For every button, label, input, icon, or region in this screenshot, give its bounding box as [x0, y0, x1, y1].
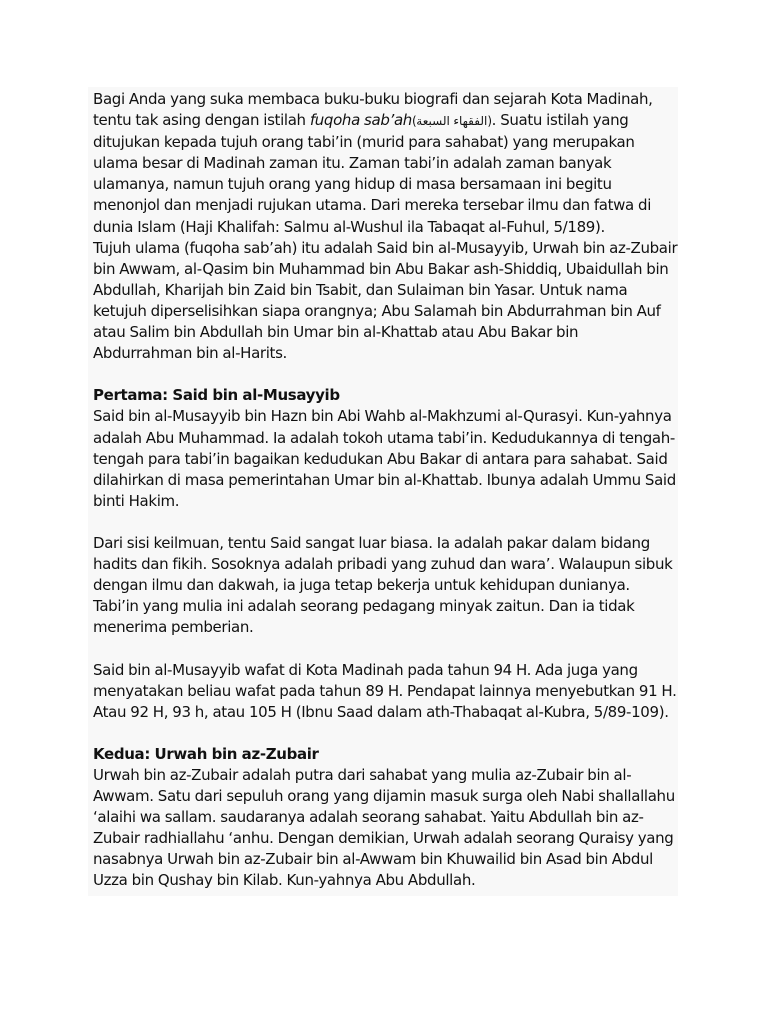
paragraph-spacer — [93, 364, 678, 385]
intro-text-after-term: . Suatu istilah yang ditujukan kepada tujuh orang tabi’in (murid para sahabat) yang merupakan ulama besar di Madinah zaman itu. Zaman tabi’in adalah zaman banyak ulamanya, namun tujuh orang yang hidup di masa bersamaan ini begitu menonjol dan menjadi rujukan utama. Dari mereka tersebar ilmu dan fatwa di dunia Islam (Haji Khalifah: Salmu al-Wushul ila Tabaqat al-Fuhul, 5/189). — [93, 111, 652, 236]
section-1-paragraph-2: Dari sisi keilmuan, tentu Said sangat luar biasa. Ia adalah pakar dalam bidang hadits dan fikih. Sosoknya adalah pribadi yang zuhud dan wara’. Walaupun sibuk dengan ilmu dan dakwah, ia juga tetap bekerja untuk kehidupan dunianya. Tabi’in yang mulia ini adalah seorang pedagang minyak zaitun. Dan ia tidak menerima pemberian. — [93, 533, 673, 637]
section-1-heading: Pertama: Said bin al-Musayyib — [93, 386, 340, 405]
term-italic: fuqoha sab’ah — [309, 111, 412, 130]
section-1-paragraph-3: Said bin al-Musayyib wafat di Kota Madinah pada tahun 94 H. Ada juga yang menyatakan beliau wafat pada tahun 89 H. Pendapat lainnya menyebutkan 91 H. Atau 92 H, 93 h, atau 105 H (Ibnu Saad dalam ath-Thabaqat al-Kubra, 5/89-109). — [93, 660, 677, 721]
article-body — [88, 87, 678, 896]
intro-paragraph-2: Tujuh ulama (fuqoha sab’ah) itu adalah Said bin al-Musayyib, Urwah bin az-Zubair bin Awwam, al-Qasim bin Muhammad bin Abu Bakar ash-Shiddiq, Ubaidullah bin Abdullah, Kharijah bin Zaid bin Tsabit, dan Sulaiman bin Yasar. Untuk nama ketujuh diperselisihkan siapa orangnya; Abu Salamah bin Abdurrahman bin Auf atau Salim bin Abdullah bin Umar bin al-Khattab atau Abu Bakar bin Abdurrahman bin al-Harits. — [93, 238, 678, 363]
paragraph-spacer — [93, 512, 678, 533]
intro-paragraph — [93, 89, 678, 238]
section-2-heading: Kedua: Urwah bin az-Zubair — [93, 744, 319, 763]
intro-text-before-term: Bagi Anda yang suka membaca buku-buku biografi dan sejarah Kota Madinah, tentu tak asing dengan istilah — [93, 90, 653, 130]
paragraph-spacer — [93, 638, 678, 659]
term-arabic: (الفقهاء السبعة) — [411, 114, 492, 129]
section-2-paragraph-1: Urwah bin az-Zubair adalah putra dari sahabat yang mulia az-Zubair bin al-Awwam. Satu dari sepuluh orang yang dijamin masuk surga oleh Nabi shallallahu ‘alaihi wa sallam. saudaranya adalah seorang sahabat. Yaitu Abdullah bin az-Zubair radhiallahu ‘anhu. Dengan demikian, Urwah adalah seorang Quraisy yang nasabnya Urwah bin az-Zubair bin al-Awwam bin Khuwailid bin Asad bin Abdul Uzza bin Qushay bin Kilab. Kun-yahnya Abu Abdullah. — [93, 766, 675, 890]
section-1-paragraph-1: Said bin al-Musayyib bin Hazn bin Abi Wahb al-Makhzumi al-Qurasyi. Kun-yahnya adalah Abu Muhammad. Ia adalah tokoh utama tabi’in. Kedudukannya di tengah-tengah para tabi’in bagaikan kedudukan Abu Bakar di antara para sahabat. Said dilahirkan di masa pemerintahan Umar bin al-Khattab. Ibunya adalah Ummu Said binti Hakim. — [93, 407, 676, 510]
paragraph-spacer — [93, 723, 678, 744]
